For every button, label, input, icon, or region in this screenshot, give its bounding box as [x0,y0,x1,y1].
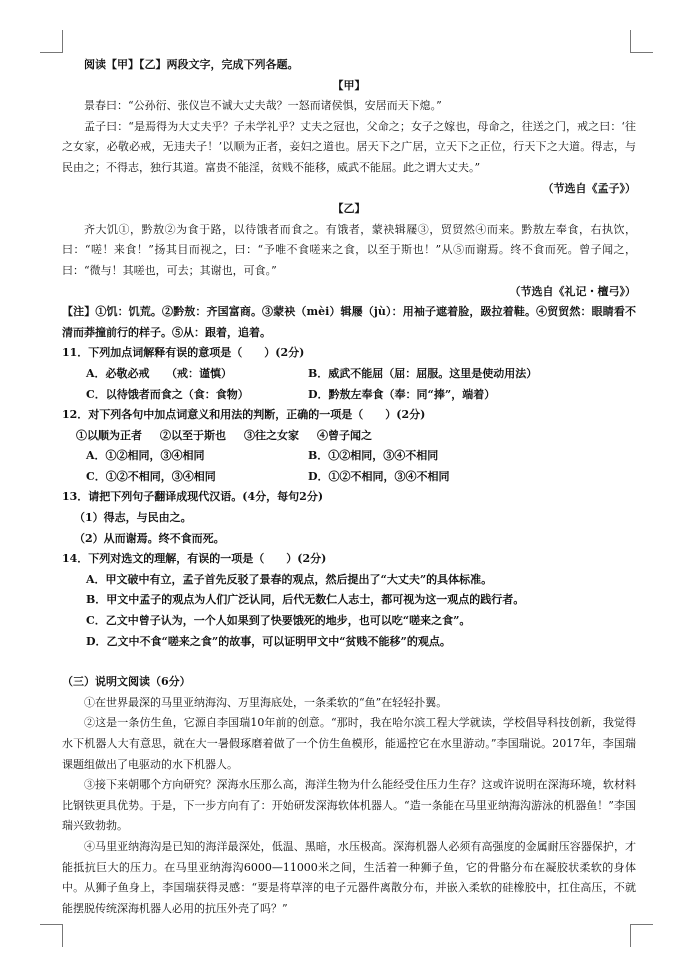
q14-option-d: D．乙文中不食“嗟来之食”的故事，可以证明甲文中“贫贱不能移”的观点。 [86,634,451,648]
yi-paragraph: 齐大饥①，黔敖②为食于路，以待饿者而食之。有饿者，蒙袂辑屦③，贸贸然④而来。黔敖左奉食，右执饮，曰：“嗟！来食！”扬其目而视之，曰：“予唯不食嗟来之食，以至于斯也！”从⑤而谢焉。终不食而死。曾子闻之，曰：“微与！其嗟也，可去；其谢也，可食。” [62,222,636,277]
crop-mark-top-right [630,30,653,53]
document-page [62,55,636,919]
q11-stem: 11．下列加点词解释有误的意项是（ ）(2分) [62,346,305,360]
q12-option-b: B．①②相同，③④不相同 [308,449,439,463]
q12-item: ④曾子闻之 [317,428,372,442]
section-3-paragraph: ④马里亚纳海沟是已知的海洋最深处，低温、黑暗，水压极高。深海机器人必须有高强度的金属耐压容器保护，才能抵抗巨大的压力。在马里亚纳海沟6000—11000米之间，生活着一种狮子鱼，它的骨骼分布在凝胶状柔软的身体中。从狮子鱼身上，李国瑞获得灵感：“要是将草滓的电子元器件离散分布，并嵌入柔软的硅橡胶中，扛住高压，不就能摆脱传统深海机器人必用的抗压外壳了吗？” [62,839,636,915]
section-3-title: （三）说明文阅读（6分） [62,675,191,689]
yi-title: 【乙】 [332,202,366,216]
q13-sentence-2: （2）从而谢焉。终不食而死。 [74,531,225,545]
crop-mark-bottom-left [40,924,63,947]
q12-options-row [62,467,636,488]
q12-option-a: A．①②相同，③④相同 [86,449,205,463]
q12-item: ③往之女家 [244,428,299,442]
q11-options-row [62,364,636,385]
q12-options-row [62,446,636,467]
blank-line [62,652,636,672]
q14-option-c: C．乙文中曾子认为，一个人如果到了快要饿死的地步，也可以吃“嗟来之食”。 [86,614,471,628]
q11-option-d: D．黔敖左奉食（奉：同“捧”，端着） [308,387,496,401]
q13-sentence-1: （1）得志，与民由之。 [74,511,192,525]
reading-intro: 阅读【甲】【乙】两段文字，完成下列各题。 [84,58,299,71]
q12-item: ①以顺为正者 [76,428,142,442]
q12-item: ②以至于斯也 [160,428,226,442]
section-3-paragraph: ②这是一条仿生鱼，它源自李国瑞10年前的创意。“那时，我在哈尔滨工程大学就读，学校倡导科技创新，我觉得水下机器人大有意思，就在大一暑假琢磨着做了一个仿生鱼模形，能遥控它在水里游动。”李国瑞说。2017年，李国瑞课题组做出了电驱动的水下机器人。 [62,716,636,771]
jia-paragraph: 景春曰：“公孙衍、张仪岂不诚大丈夫哉？一怒而诸侯惧，安居而天下熄。” [84,99,442,113]
q11-option-a: A．必敬必戒 （戒：谨慎） [86,366,233,380]
jia-title: 【甲】 [332,78,366,92]
q12-items [62,426,636,447]
q13-stem: 13．请把下列句子翻译成现代汉语。(4分，每句2分) [62,490,324,504]
yi-source: （节选自《礼记・檀弓》） [509,284,636,298]
crop-mark-top-left [40,30,63,53]
q14-option-b: B．甲文中孟子的观点为人们广泛认同，后代无数仁人志士，都可视为这一观点的践行者。 [86,593,525,607]
jia-source: （节选自《孟子》） [542,181,636,195]
q12-stem: 12．对下列各句中加点词意义和用法的判断，正确的一项是（ ）(2分) [62,408,426,422]
jia-paragraph: 孟子曰：“是焉得为大丈夫乎？子未学礼乎？丈夫之冠也，父命之；女子之嫁也，母命之，往送之门，戒之曰：‘往之女家，必敬必戒，无违夫子！’以顺为正者，妾妇之道也。居天下之广居，立天下之正位，行天下之大道。得志，与民由之；不得志，独行其道。富贵不能淫，贫贱不能移，威武不能屈。此之谓大丈夫。” [62,119,636,174]
section-3-paragraph: ①在世界最深的马里亚纳海沟、万里海底处，一条柔软的“鱼”在轻轻扑翼。 [84,695,448,709]
q11-option-c: C．以待饿者而食之（食：食物） [86,387,249,401]
q11-option-b: B．威武不能屈（屈：屈服。这里是使动用法） [308,366,538,380]
section-3-paragraph: ③接下来朝哪个方向研究？深海水压那么高，海洋生物为什么能经受住压力生存？这或许说明在深海环境，软材料比钢铁更具优势。于是，下一步方向有了：开始研发深海软体机器人。“造一条能在马里亚纳海沟游泳的机器鱼！”李国瑞兴致勃勃。 [62,778,636,833]
q11-options-row [62,385,636,406]
q14-option-a: A．甲文破中有立，孟子首先反驳了景春的观点，然后提出了“大丈夫”的具体标准。 [86,572,493,586]
annotation-note: 【注】①饥：饥荒。②黔敖：齐国富商。③蒙袂（mèi）辑屦（jù）：用袖子遮着脸，趿拉着鞋。④贸贸然：眼睛看不清而莽撞前行的样子。⑤从：跟着，追着。 [62,305,636,339]
q12-option-c: C．①②不相同，③④相同 [86,469,216,483]
crop-mark-bottom-right [630,924,653,947]
q14-stem: 14．下列对选文的理解，有误的一项是（ ）(2分) [62,552,327,566]
q12-option-d: D．①②不相同，③④不相同 [308,469,450,483]
